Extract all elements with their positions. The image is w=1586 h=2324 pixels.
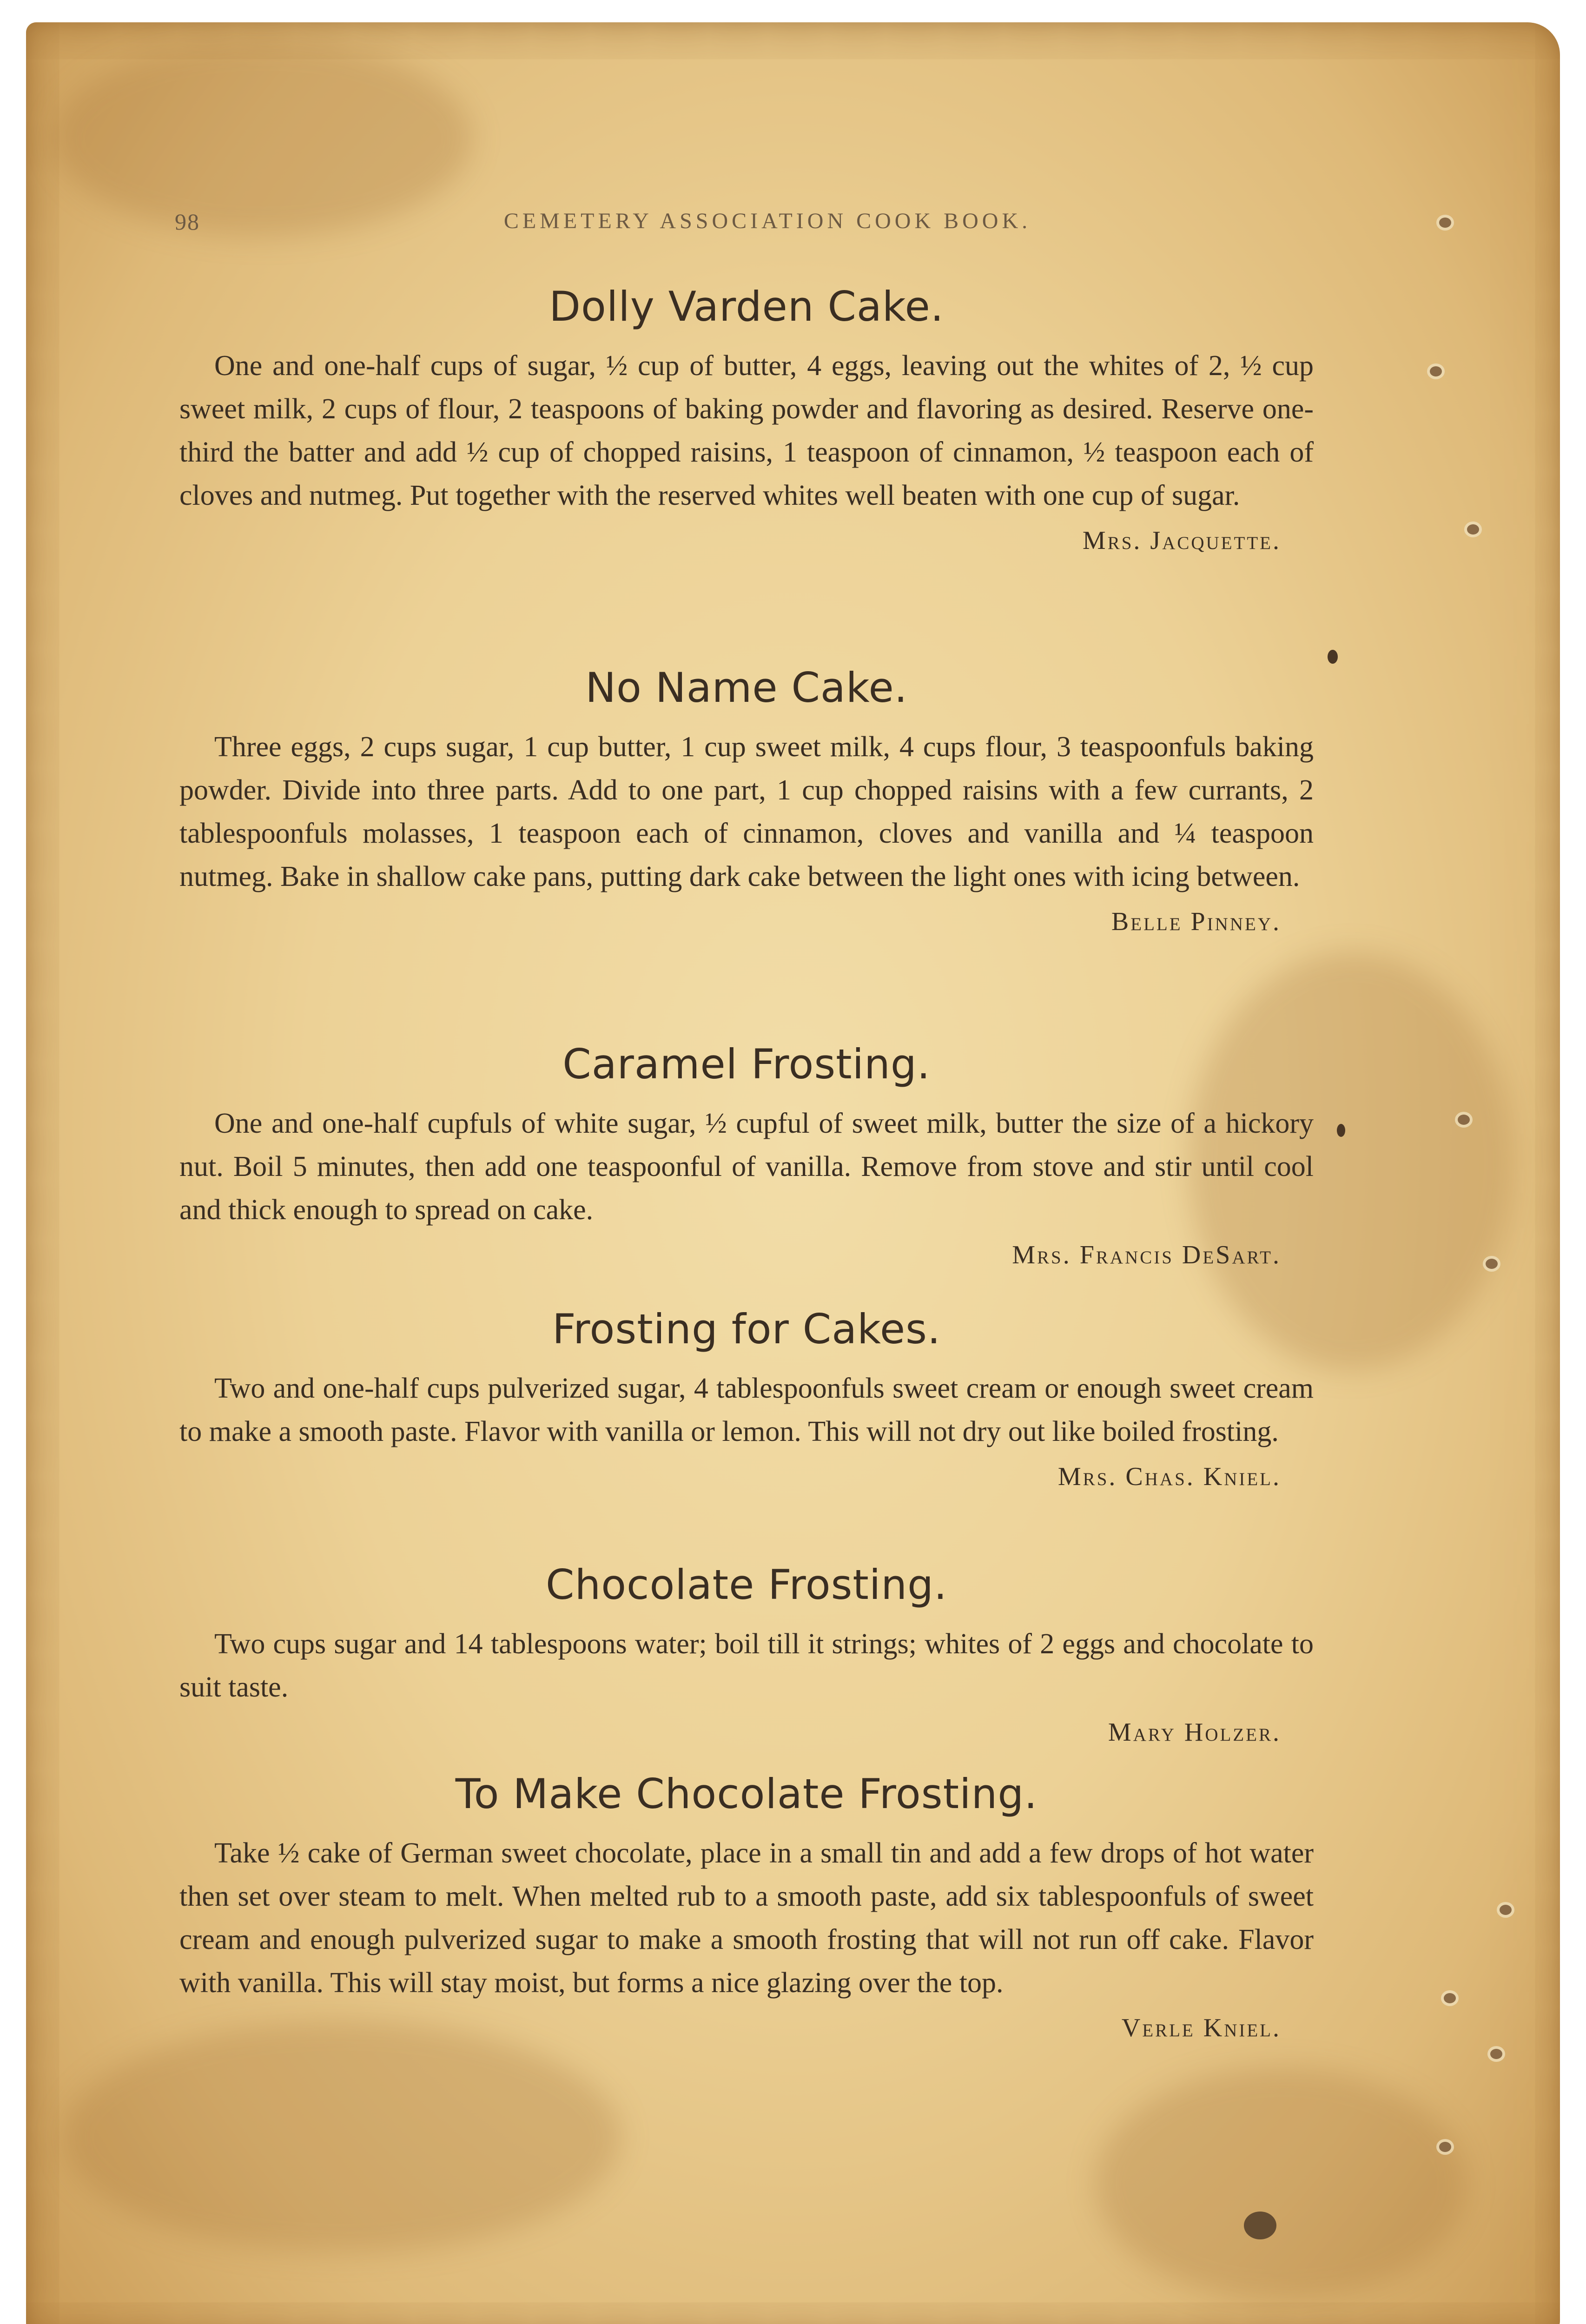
recipe-chocolate-frosting [179, 1561, 1314, 1747]
recipe-author: Verle Kniel. [1121, 2014, 1281, 2042]
recipe-body: One and one-half cupfuls of white sugar, ½ cupful of sweet milk, butter the size of a hickory nut. Boil 5 minutes, then add one teaspoonful of vanilla. Remove from stove and stir until cool and thick enough to spread on cake. [179, 1108, 1314, 1226]
binding-hole [1458, 1115, 1470, 1125]
binding-hole [1430, 366, 1442, 376]
age-stain [1095, 2067, 1467, 2300]
recipe-body: Three eggs, 2 cups sugar, 1 cup butter, 1 cup sweet milk, 4 cups flour, 3 teaspoonfuls baking powder. Divide into three parts. Add to one part, 1 cup chopped raisins with a few currants, 2 tablespoonfuls molasses, 1 teaspoon each of cinnamon, cloves and vanilla and ¼ teaspoon nutmeg. Bake in shallow cake pans, putting dark cake between the light ones with icing between. [179, 731, 1314, 892]
binding-hole [1500, 1905, 1512, 1915]
binding-hole [1439, 218, 1451, 228]
binding-hole [1444, 1993, 1456, 2003]
recipe-title: Dolly Varden Cake. [549, 283, 944, 330]
ink-speck [1337, 1124, 1345, 1137]
binding-hole [1467, 524, 1479, 535]
binding-hole [1490, 2049, 1502, 2059]
recipe-author: Mrs. Jacquette. [1082, 526, 1281, 555]
binding-hole [1486, 1259, 1498, 1269]
recipe-author: Mary Holzer. [1108, 1718, 1281, 1747]
recipe-body: One and one-half cups of sugar, ½ cup of butter, 4 eggs, leaving out the whites of 2, ½ cup sweet milk, 2 cups of flour, 2 teaspoons of baking powder and flavoring as desired. Reserve one-third the batter and add ½ cup of chopped raisins, 1 teaspoon of cinnamon, ½ teaspoon each of cloves and nutmeg. Put together with the reserved whites well beaten with one cup of sugar. [179, 350, 1314, 511]
age-stain [63, 2021, 621, 2253]
recipe-title: Caramel Frosting. [562, 1040, 931, 1088]
recipe-title: Chocolate Frosting. [546, 1561, 947, 1609]
recipe-body: Two cups sugar and 14 tablespoons water; boil till it strings; whites of 2 eggs and chocolate to suit taste. [179, 1628, 1314, 1703]
recipe-title: Frosting for Cakes. [552, 1305, 941, 1353]
ink-speck [1244, 2212, 1276, 2239]
page-header [175, 208, 1360, 245]
recipe-frosting-for-cakes [179, 1305, 1314, 1492]
recipe-author: Mrs. Chas. Kniel. [1057, 1462, 1281, 1491]
recipe-body: Take ½ cake of German sweet chocolate, place in a small tin and add a few drops of hot water then set over steam to melt. When melted rub to a smooth paste, add six tablespoonfuls of sweet cream and enough pulverized sugar to make a smooth frosting that will not run off cake. Flavor with vanilla. This will stay moist, but forms a nice glazing over the top. [179, 1837, 1314, 1999]
recipe-caramel-frosting [179, 1040, 1314, 1270]
ink-speck [1328, 650, 1338, 664]
running-title: CEMETERY ASSOCIATION COOK BOOK. [503, 209, 1031, 233]
recipe-dolly-varden [179, 283, 1314, 555]
recipe-title: To Make Chocolate Frosting. [455, 1770, 1038, 1818]
recipe-body: Two and one-half cups pulverized sugar, 4 tablespoonfuls sweet cream or enough sweet cream to make a smooth paste. Flavor with vanilla or lemon. This will not dry out like boiled frosting. [179, 1373, 1314, 1447]
binding-hole [1439, 2142, 1451, 2152]
recipe-to-make-chocolate-frosting [179, 1770, 1314, 2043]
recipe-title: No Name Cake. [585, 664, 908, 712]
recipe-author: Mrs. Francis DeSart. [1012, 1241, 1281, 1269]
page-number: 98 [175, 209, 200, 235]
book-page [26, 22, 1560, 2324]
age-stain [54, 41, 472, 236]
recipe-author: Belle Pinney. [1111, 907, 1281, 936]
recipe-no-name-cake [179, 664, 1314, 937]
